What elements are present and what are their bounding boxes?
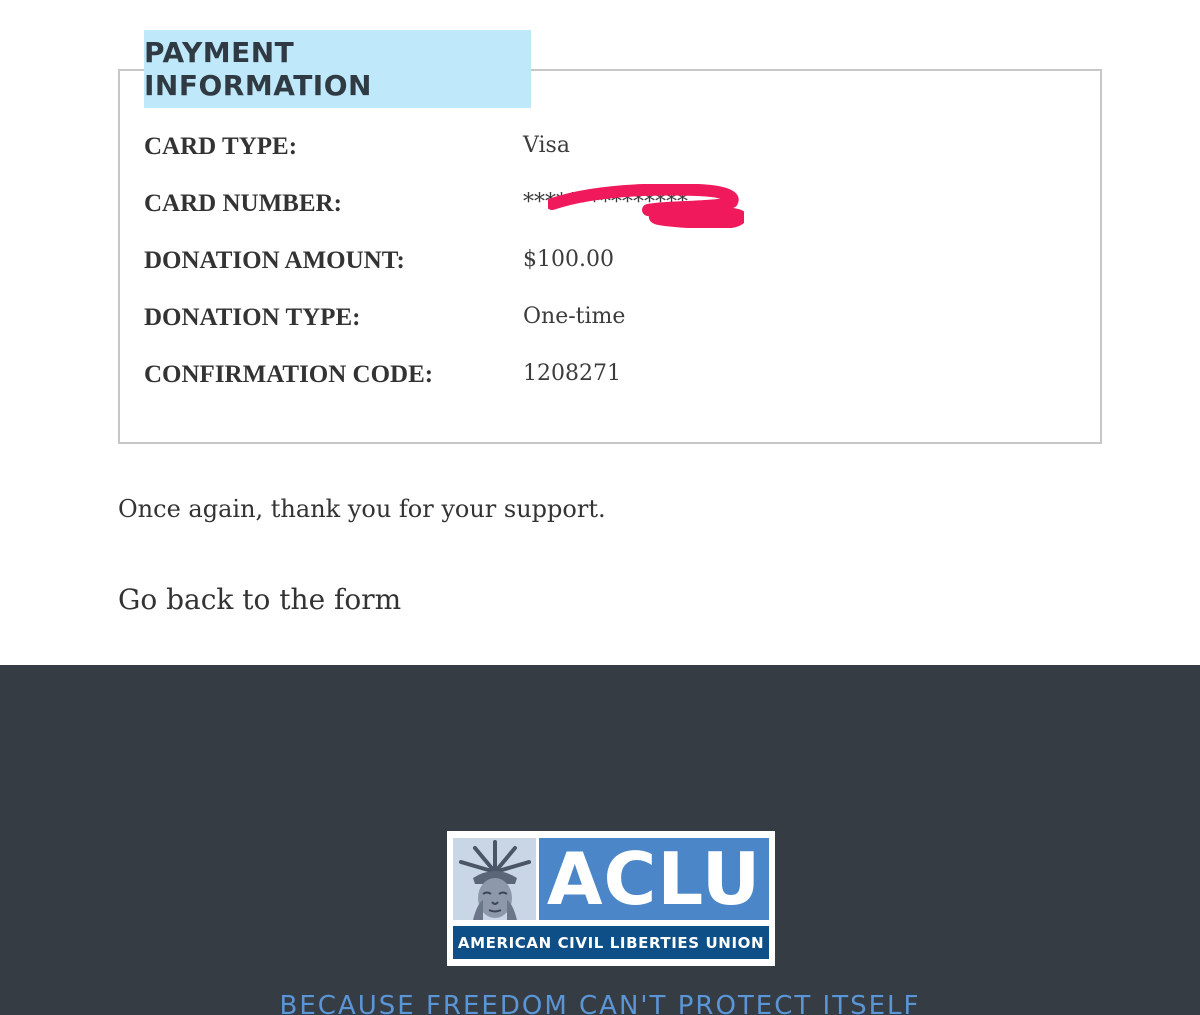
confirmation-code-label: CONFIRMATION CODE:: [144, 361, 434, 388]
card-type-label: CARD TYPE:: [144, 133, 298, 160]
card-type-value: Visa: [523, 133, 570, 158]
go-back-to-form-link[interactable]: Go back to the form: [118, 583, 402, 616]
statue-of-liberty-icon: [453, 838, 536, 920]
card-number-label: CARD NUMBER:: [144, 190, 342, 217]
thank-you-message: Once again, thank you for your support.: [118, 495, 606, 523]
footer-tagline: BECAUSE FREEDOM CAN'T PROTECT ITSELF: [279, 991, 921, 1015]
logo-full-name: AMERICAN CIVIL LIBERTIES UNION: [453, 926, 769, 959]
aclu-logo[interactable]: [447, 831, 775, 966]
footer: [0, 665, 1200, 1015]
donation-amount-label: DONATION AMOUNT:: [144, 247, 405, 274]
logo-acronym: ACLU: [539, 838, 769, 920]
card-number-value: ***************: [523, 190, 688, 215]
donation-type-value: One-time: [523, 304, 626, 329]
payment-information-heading: PAYMENT INFORMATION: [144, 30, 531, 108]
donation-type-label: DONATION TYPE:: [144, 304, 361, 331]
confirmation-code-value: 1208271: [523, 361, 621, 386]
donation-amount-value: $100.00: [523, 247, 614, 272]
